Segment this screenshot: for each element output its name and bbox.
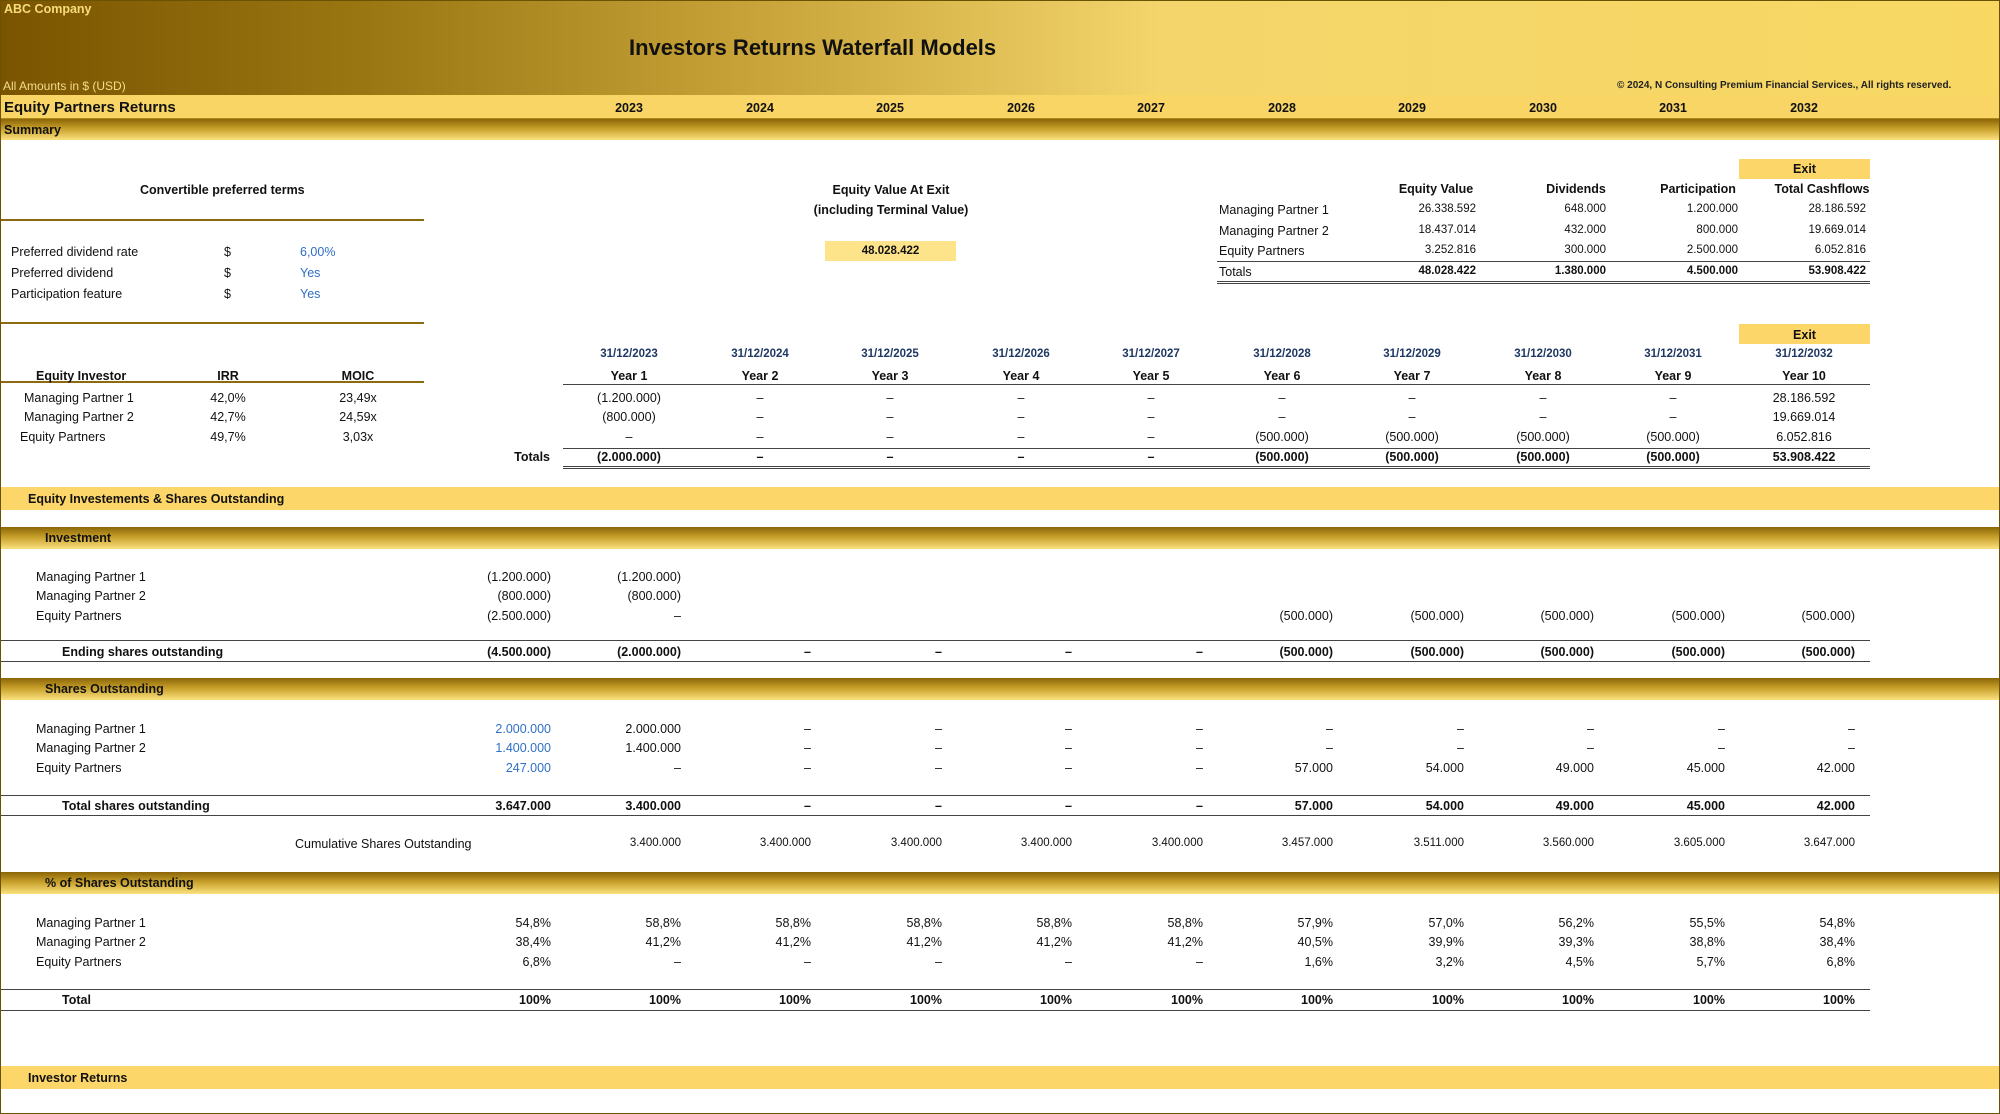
term-value: Yes bbox=[300, 287, 321, 301]
returns-totals-rule bbox=[563, 448, 1870, 449]
year-header-2029: 2029 bbox=[1398, 101, 1426, 115]
row-cell: 58,8% bbox=[645, 916, 681, 930]
row-cell: 3,2% bbox=[1435, 955, 1464, 969]
year-header-2032: 2032 bbox=[1790, 101, 1818, 115]
returns-cashflow-cell: – bbox=[1147, 410, 1155, 424]
returns-header-irr: IRR bbox=[217, 369, 239, 383]
dist-header: Dividends bbox=[1546, 182, 1606, 196]
returns-investor-name: Equity Partners bbox=[20, 430, 106, 444]
row-cell: (500.000) bbox=[1279, 609, 1333, 623]
total-row-cell: (500.000) bbox=[1410, 645, 1464, 659]
returns-total-cell: – bbox=[1017, 450, 1025, 464]
row-cell: 42.000 bbox=[1816, 761, 1855, 775]
dist-totals-rule bbox=[1217, 261, 1870, 262]
row-total: 38,4% bbox=[515, 935, 551, 949]
row-cell: 58,8% bbox=[906, 916, 942, 930]
total-row-cell: 100% bbox=[1301, 993, 1333, 1007]
dist-exit-label: Exit bbox=[1793, 162, 1816, 176]
row-name: Managing Partner 2 bbox=[36, 741, 146, 755]
returns-cashflow-cell: – bbox=[1278, 410, 1286, 424]
year-header-2031: 2031 bbox=[1659, 101, 1687, 115]
total-row-name: Total shares outstanding bbox=[62, 799, 210, 813]
row-cell: – bbox=[1196, 722, 1203, 736]
row-cell: – bbox=[1065, 955, 1072, 969]
pct-bar bbox=[1, 872, 1999, 894]
row-cell: 41,2% bbox=[1167, 935, 1203, 949]
equity-exit-subtitle: (including Terminal Value) bbox=[813, 203, 969, 217]
dist-cell: 2.500.000 bbox=[1686, 244, 1738, 256]
row-cell: – bbox=[1065, 761, 1072, 775]
returns-cashflow-cell: – bbox=[1669, 410, 1677, 424]
year-header-2028: 2028 bbox=[1268, 101, 1296, 115]
row-cell: – bbox=[1065, 722, 1072, 736]
returns-cashflow-cell: – bbox=[886, 391, 894, 405]
total-row-name: Total bbox=[62, 993, 91, 1007]
row-cell: – bbox=[935, 761, 942, 775]
returns-header-investor: Equity Investor bbox=[36, 369, 127, 383]
returns-cashflow-cell: – bbox=[886, 410, 894, 424]
term-currency: $ bbox=[224, 245, 231, 259]
year-header-2024: 2024 bbox=[746, 101, 774, 115]
total-row-cell: – bbox=[804, 799, 811, 813]
row-cell: – bbox=[674, 761, 681, 775]
row-cell: – bbox=[1196, 741, 1203, 755]
returns-year-label: Year 4 bbox=[1002, 369, 1040, 383]
row-cell: (500.000) bbox=[1410, 609, 1464, 623]
returns-total-cell: (500.000) bbox=[1646, 450, 1700, 464]
dist-header: Equity Value bbox=[1398, 182, 1474, 196]
row-total: 1.400.000 bbox=[495, 741, 551, 755]
returns-cashflow-cell: (500.000) bbox=[1385, 430, 1439, 444]
returns-cashflow-cell: 19.669.014 bbox=[1772, 410, 1836, 424]
returns-total-cell: (500.000) bbox=[1516, 450, 1570, 464]
returns-cashflow-cell: – bbox=[1147, 430, 1155, 444]
row-cell: 2.000.000 bbox=[625, 722, 681, 736]
row-cell: – bbox=[804, 955, 811, 969]
row-cell: – bbox=[804, 722, 811, 736]
total-row-rule-bottom bbox=[1, 661, 1870, 662]
row-cell: 41,2% bbox=[645, 935, 681, 949]
total-row-cell: 57.000 bbox=[1294, 799, 1333, 813]
returns-cashflow-cell: – bbox=[756, 410, 764, 424]
row-cell: 38,4% bbox=[1819, 935, 1855, 949]
total-row-cell: – bbox=[804, 645, 811, 659]
returns-header-rule bbox=[563, 384, 1870, 385]
row-total: 2.000.000 bbox=[495, 722, 551, 736]
dist-cell: 1.200.000 bbox=[1686, 203, 1738, 215]
dist-cell: 648.000 bbox=[1564, 203, 1606, 215]
row-cell: – bbox=[1718, 722, 1725, 736]
returns-cashflow-cell: (500.000) bbox=[1646, 430, 1700, 444]
row-cell: – bbox=[1326, 722, 1333, 736]
returns-irr: 42,7% bbox=[210, 410, 246, 424]
returns-total-cell: – bbox=[1147, 450, 1155, 464]
row-name: Equity Partners bbox=[36, 761, 122, 775]
returns-date: 31/12/2031 bbox=[1644, 348, 1702, 360]
returns-cashflow-cell: (500.000) bbox=[1516, 430, 1570, 444]
returns-cashflow-cell: – bbox=[1408, 410, 1416, 424]
summary-bar bbox=[1, 119, 1999, 140]
total-row-rule-top bbox=[1, 795, 1870, 796]
returns-totals-double-rule bbox=[563, 466, 1870, 469]
shares-bar bbox=[1, 678, 1999, 700]
total-row-rule-bottom bbox=[1, 1010, 1870, 1011]
total-row-rule-bottom bbox=[1, 815, 1870, 816]
copyright-note: © 2024, N Consulting Premium Financial Services., All rights reserved. bbox=[1617, 80, 1952, 91]
returns-cashflow-cell: – bbox=[1147, 391, 1155, 405]
total-row-cell: 54.000 bbox=[1425, 799, 1464, 813]
returns-moic: 24,59x bbox=[339, 410, 377, 424]
returns-date: 31/12/2026 bbox=[992, 348, 1050, 360]
row-cell: 45.000 bbox=[1686, 761, 1725, 775]
returns-date: 31/12/2025 bbox=[861, 348, 919, 360]
returns-cashflow-cell: – bbox=[1408, 391, 1416, 405]
row-name: Equity Partners bbox=[36, 609, 122, 623]
returns-total-cell: – bbox=[756, 450, 764, 464]
returns-total-cell: 53.908.422 bbox=[1772, 450, 1836, 464]
row-cell: 54,8% bbox=[1819, 916, 1855, 930]
term-label: Preferred dividend rate bbox=[11, 245, 139, 259]
dist-cell: 28.186.592 bbox=[1808, 203, 1866, 215]
returns-date: 31/12/2028 bbox=[1253, 348, 1311, 360]
row-cell: – bbox=[1457, 741, 1464, 755]
dist-cell: 18.437.014 bbox=[1418, 224, 1476, 236]
returns-year-label: Year 1 bbox=[610, 369, 648, 383]
returns-investor-name: Managing Partner 2 bbox=[24, 410, 134, 424]
row-cell: 39,3% bbox=[1558, 935, 1594, 949]
row-cell: (500.000) bbox=[1801, 609, 1855, 623]
total-row-cell: 100% bbox=[910, 993, 942, 1007]
returns-total-cell: (2.000.000) bbox=[597, 450, 661, 464]
row-cell: – bbox=[1587, 741, 1594, 755]
returns-header-moic: MOIC bbox=[341, 369, 375, 383]
returns-cashflow-cell: – bbox=[1539, 410, 1547, 424]
dist-total-cell: 48.028.422 bbox=[1418, 265, 1476, 277]
equity-exit-value: 48.028.422 bbox=[861, 245, 920, 257]
row-cell: – bbox=[935, 722, 942, 736]
returns-date: 31/12/2032 bbox=[1775, 348, 1833, 360]
total-row-rule-top bbox=[1, 640, 1870, 641]
investor-returns-title: Investor Returns bbox=[28, 1071, 128, 1085]
cumulative-cell: 3.511.000 bbox=[1413, 837, 1464, 849]
pct-title: % of Shares Outstanding bbox=[45, 876, 194, 890]
returns-year-label: Year 7 bbox=[1393, 369, 1431, 383]
equity-exit-title: Equity Value At Exit bbox=[832, 183, 950, 197]
cumulative-label: Cumulative Shares Outstanding bbox=[295, 837, 472, 851]
total-row-cell: (2.000.000) bbox=[617, 645, 681, 659]
returns-cashflow-cell: 28.186.592 bbox=[1772, 391, 1836, 405]
total-row-cell: (500.000) bbox=[1671, 645, 1725, 659]
returns-cashflow-cell: – bbox=[756, 391, 764, 405]
row-cell: (500.000) bbox=[1540, 609, 1594, 623]
returns-year-label: Year 3 bbox=[871, 369, 909, 383]
dist-cell: 3.252.816 bbox=[1424, 244, 1476, 256]
returns-year-label: Year 6 bbox=[1263, 369, 1301, 383]
row-total: 247.000 bbox=[505, 761, 551, 775]
returns-cashflow-cell: – bbox=[886, 430, 894, 444]
year-header-2023: 2023 bbox=[615, 101, 643, 115]
row-name: Managing Partner 1 bbox=[36, 570, 146, 584]
returns-total-cell: (500.000) bbox=[1385, 450, 1439, 464]
returns-totals-label: Totals bbox=[514, 450, 550, 464]
term-value: Yes bbox=[300, 266, 321, 280]
total-row-cell: 3.400.000 bbox=[625, 799, 681, 813]
equity-inv-title: Equity Investements & Shares Outstanding bbox=[28, 492, 285, 506]
row-cell: (800.000) bbox=[627, 589, 681, 603]
row-cell: 57,0% bbox=[1428, 916, 1464, 930]
dist-total-cell: 4.500.000 bbox=[1686, 265, 1738, 277]
cumulative-cell: 3.605.000 bbox=[1673, 837, 1725, 849]
terms-rule-bottom bbox=[1, 322, 424, 324]
row-cell: 58,8% bbox=[1167, 916, 1203, 930]
sheet-section-title: Equity Partners Returns bbox=[4, 99, 176, 116]
total-row-cell: 100% bbox=[1432, 993, 1464, 1007]
row-cell: 57.000 bbox=[1294, 761, 1333, 775]
row-cell: 41,2% bbox=[906, 935, 942, 949]
cumulative-cell: 3.400.000 bbox=[629, 837, 681, 849]
dist-cell: 432.000 bbox=[1564, 224, 1606, 236]
row-cell: 41,2% bbox=[775, 935, 811, 949]
returns-year-label: Year 2 bbox=[741, 369, 779, 383]
total-row-cell: – bbox=[1196, 645, 1203, 659]
row-cell: – bbox=[804, 761, 811, 775]
returns-cashflow-cell: (500.000) bbox=[1255, 430, 1309, 444]
row-cell: 58,8% bbox=[1036, 916, 1072, 930]
row-cell: – bbox=[1587, 722, 1594, 736]
row-cell: (1.200.000) bbox=[617, 570, 681, 584]
returns-irr: 49,7% bbox=[210, 430, 246, 444]
cumulative-cell: 3.400.000 bbox=[1151, 837, 1203, 849]
returns-total-cell: (500.000) bbox=[1255, 450, 1309, 464]
shares-title: Shares Outstanding bbox=[45, 682, 164, 696]
total-row-cell: – bbox=[1196, 799, 1203, 813]
row-cell: 58,8% bbox=[775, 916, 811, 930]
company-name: ABC Company bbox=[4, 2, 92, 16]
row-cell: 55,5% bbox=[1689, 916, 1725, 930]
total-row-cell: (500.000) bbox=[1801, 645, 1855, 659]
row-cell: – bbox=[1065, 741, 1072, 755]
row-total: (1.200.000) bbox=[487, 570, 551, 584]
dist-row-name: Managing Partner 1 bbox=[1219, 203, 1329, 217]
year-header-2025: 2025 bbox=[876, 101, 904, 115]
dist-total-cell: 53.908.422 bbox=[1808, 265, 1866, 277]
total-row-cell: – bbox=[1065, 799, 1072, 813]
row-name: Managing Partner 1 bbox=[36, 722, 146, 736]
row-cell: 1.400.000 bbox=[625, 741, 681, 755]
dist-row-name: Managing Partner 2 bbox=[1219, 224, 1329, 238]
row-cell: 40,5% bbox=[1297, 935, 1333, 949]
row-cell: 41,2% bbox=[1036, 935, 1072, 949]
cumulative-cell: 3.400.000 bbox=[890, 837, 942, 849]
cumulative-cell: 3.647.000 bbox=[1803, 837, 1855, 849]
returns-date: 31/12/2030 bbox=[1514, 348, 1572, 360]
total-row-total: 3.647.000 bbox=[495, 799, 551, 813]
total-row-cell: – bbox=[935, 645, 942, 659]
row-cell: 6,8% bbox=[1826, 955, 1855, 969]
investment-title: Investment bbox=[45, 531, 111, 545]
row-cell: 5,7% bbox=[1696, 955, 1725, 969]
total-row-cell: 100% bbox=[1171, 993, 1203, 1007]
row-name: Equity Partners bbox=[36, 955, 122, 969]
returns-cashflow-cell: – bbox=[625, 430, 633, 444]
cumulative-cell: 3.400.000 bbox=[759, 837, 811, 849]
row-cell: 39,9% bbox=[1428, 935, 1464, 949]
row-cell: – bbox=[1326, 741, 1333, 755]
total-row-cell: 100% bbox=[649, 993, 681, 1007]
returns-year-label: Year 8 bbox=[1524, 369, 1562, 383]
term-value: 6,00% bbox=[300, 245, 336, 259]
row-cell: 54.000 bbox=[1425, 761, 1464, 775]
row-cell: – bbox=[1196, 955, 1203, 969]
total-row-cell: (500.000) bbox=[1279, 645, 1333, 659]
returns-year-label: Year 10 bbox=[1782, 369, 1826, 383]
returns-date: 31/12/2029 bbox=[1383, 348, 1441, 360]
row-cell: 49.000 bbox=[1555, 761, 1594, 775]
row-cell: – bbox=[935, 741, 942, 755]
returns-date: 31/12/2024 bbox=[731, 348, 789, 360]
year-header-2030: 2030 bbox=[1529, 101, 1557, 115]
returns-moic: 3,03x bbox=[342, 430, 374, 444]
returns-year-label: Year 5 bbox=[1132, 369, 1170, 383]
dist-header: Participation bbox=[1660, 182, 1736, 196]
row-cell: – bbox=[1848, 741, 1855, 755]
total-row-rule-top bbox=[1, 989, 1870, 990]
row-name: Managing Partner 1 bbox=[36, 916, 146, 930]
investor-returns-bar bbox=[1, 1066, 1999, 1089]
terms-rule-top bbox=[1, 219, 424, 221]
term-currency: $ bbox=[224, 266, 231, 280]
dist-cell: 800.000 bbox=[1696, 224, 1738, 236]
returns-cashflow-cell: – bbox=[1539, 391, 1547, 405]
dist-cell: 300.000 bbox=[1564, 244, 1606, 256]
cumulative-cell: 3.560.000 bbox=[1542, 837, 1594, 849]
total-row-total: (4.500.000) bbox=[487, 645, 551, 659]
dist-cell: 26.338.592 bbox=[1418, 203, 1476, 215]
equity-inv-bar bbox=[1, 487, 1999, 510]
dist-totals-double-rule bbox=[1217, 281, 1870, 284]
row-name: Managing Partner 2 bbox=[36, 589, 146, 603]
total-row-cell: (500.000) bbox=[1540, 645, 1594, 659]
returns-exit-label: Exit bbox=[1793, 328, 1816, 342]
returns-cashflow-cell: – bbox=[1278, 391, 1286, 405]
dist-total-cell: 1.380.000 bbox=[1554, 265, 1606, 277]
total-row-cell: 100% bbox=[1562, 993, 1594, 1007]
terms-title: Convertible preferred terms bbox=[140, 183, 305, 197]
returns-year-label: Year 9 bbox=[1654, 369, 1692, 383]
year-header-2027: 2027 bbox=[1137, 101, 1165, 115]
dist-totals-name: Totals bbox=[1219, 265, 1252, 279]
dist-row-name: Equity Partners bbox=[1219, 244, 1305, 258]
returns-irr: 42,0% bbox=[210, 391, 246, 405]
row-cell: 56,2% bbox=[1558, 916, 1594, 930]
row-cell: (500.000) bbox=[1671, 609, 1725, 623]
row-total: 6,8% bbox=[522, 955, 551, 969]
row-name: Managing Partner 2 bbox=[36, 935, 146, 949]
total-row-cell: 100% bbox=[1693, 993, 1725, 1007]
cumulative-cell: 3.400.000 bbox=[1020, 837, 1072, 849]
returns-cashflow-cell: (800.000) bbox=[602, 410, 656, 424]
total-row-cell: 45.000 bbox=[1686, 799, 1725, 813]
row-cell: – bbox=[1848, 722, 1855, 736]
total-row-cell: 100% bbox=[779, 993, 811, 1007]
row-cell: – bbox=[804, 741, 811, 755]
term-label: Preferred dividend bbox=[11, 266, 114, 280]
total-row-name: Ending shares outstanding bbox=[62, 645, 224, 659]
returns-date: 31/12/2027 bbox=[1122, 348, 1180, 360]
row-total: (2.500.000) bbox=[487, 609, 551, 623]
returns-cashflow-cell: – bbox=[1669, 391, 1677, 405]
returns-cashflow-cell: – bbox=[1017, 410, 1025, 424]
row-cell: 38,8% bbox=[1689, 935, 1725, 949]
investment-bar bbox=[1, 527, 1999, 549]
total-row-cell: 100% bbox=[1040, 993, 1072, 1007]
term-label: Participation feature bbox=[11, 287, 123, 301]
dist-cell: 19.669.014 bbox=[1808, 224, 1866, 236]
row-total: 54,8% bbox=[515, 916, 551, 930]
row-cell: 1,6% bbox=[1304, 955, 1333, 969]
row-total: (800.000) bbox=[497, 589, 551, 603]
returns-cashflow-cell: 6.052.816 bbox=[1776, 430, 1832, 444]
row-cell: – bbox=[935, 955, 942, 969]
row-cell: – bbox=[674, 955, 681, 969]
row-cell: – bbox=[1196, 761, 1203, 775]
returns-total-cell: – bbox=[886, 450, 894, 464]
year-header-2026: 2026 bbox=[1007, 101, 1035, 115]
returns-cashflow-cell: – bbox=[1017, 430, 1025, 444]
total-row-total: 100% bbox=[519, 993, 551, 1007]
total-row-cell: – bbox=[1065, 645, 1072, 659]
total-row-cell: 42.000 bbox=[1816, 799, 1855, 813]
total-row-cell: – bbox=[935, 799, 942, 813]
returns-cashflow-cell: – bbox=[1017, 391, 1025, 405]
row-cell: – bbox=[1718, 741, 1725, 755]
summary-label: Summary bbox=[4, 123, 61, 137]
returns-cashflow-cell: – bbox=[756, 430, 764, 444]
returns-cashflow-cell: (1.200.000) bbox=[597, 391, 661, 405]
amounts-note: All Amounts in $ (USD) bbox=[3, 79, 126, 93]
total-row-cell: 49.000 bbox=[1555, 799, 1594, 813]
returns-investor-name: Managing Partner 1 bbox=[24, 391, 134, 405]
returns-date: 31/12/2023 bbox=[600, 348, 658, 360]
page-title: Investors Returns Waterfall Models bbox=[629, 35, 997, 60]
row-cell: 57,9% bbox=[1297, 916, 1333, 930]
row-cell: 4,5% bbox=[1565, 955, 1594, 969]
row-cell: – bbox=[674, 609, 681, 623]
row-cell: – bbox=[1457, 722, 1464, 736]
dist-cell: 6.052.816 bbox=[1814, 244, 1866, 256]
dist-header: Total Cashflows bbox=[1774, 182, 1870, 196]
term-currency: $ bbox=[224, 287, 231, 301]
cumulative-cell: 3.457.000 bbox=[1281, 837, 1333, 849]
returns-moic: 23,49x bbox=[339, 391, 377, 405]
total-row-cell: 100% bbox=[1823, 993, 1855, 1007]
